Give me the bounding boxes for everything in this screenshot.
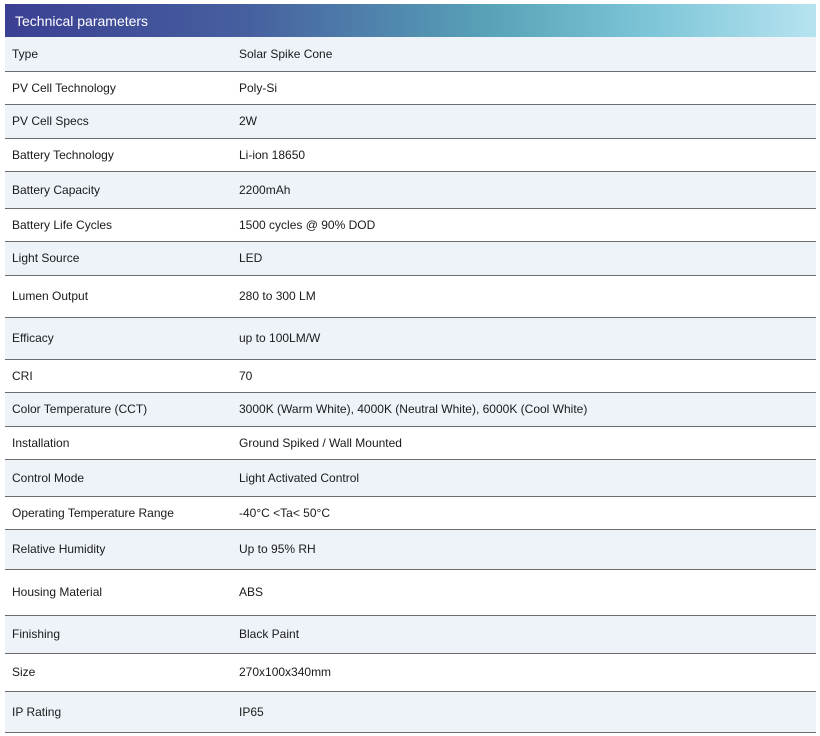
table-row [5, 104, 816, 138]
param-name: IP Rating [5, 691, 232, 732]
table-header-bar [5, 4, 816, 37]
param-name: Housing Material [5, 569, 232, 615]
param-value: 70 [232, 359, 816, 392]
param-value: Li-ion 18650 [232, 138, 816, 171]
table-row [5, 653, 816, 691]
param-value: Ground Spiked / Wall Mounted [232, 426, 816, 459]
param-value: Poly-Si [232, 71, 816, 104]
table-row [5, 615, 816, 653]
param-name: Battery Life Cycles [5, 208, 232, 241]
technical-parameters-sheet [5, 4, 816, 733]
param-value: Black Paint [232, 615, 816, 653]
table-row [5, 496, 816, 529]
param-name: Operating Temperature Range [5, 496, 232, 529]
param-value: up to 100LM/W [232, 317, 816, 359]
param-name: Efficacy [5, 317, 232, 359]
param-name: Light Source [5, 241, 232, 275]
param-value: ABS [232, 569, 816, 615]
param-value: LED [232, 241, 816, 275]
param-value: IP65 [232, 691, 816, 732]
table-row [5, 359, 816, 392]
table-row [5, 208, 816, 241]
table-row [5, 275, 816, 317]
table-row [5, 569, 816, 615]
param-name: Installation [5, 426, 232, 459]
param-name: Battery Technology [5, 138, 232, 171]
table-row [5, 426, 816, 459]
param-value: Light Activated Control [232, 459, 816, 496]
param-value: 2W [232, 104, 816, 138]
parameters-table [5, 37, 816, 733]
table-row [5, 241, 816, 275]
table-row [5, 317, 816, 359]
table-row [5, 171, 816, 208]
table-title: Technical parameters [15, 12, 149, 29]
param-value: Solar Spike Cone [232, 37, 816, 71]
param-name: Color Temperature (CCT) [5, 392, 232, 426]
param-name: Size [5, 653, 232, 691]
param-value: 2200mAh [232, 171, 816, 208]
param-name: PV Cell Specs [5, 104, 232, 138]
param-value: 270x100x340mm [232, 653, 816, 691]
param-name: Control Mode [5, 459, 232, 496]
table-row [5, 71, 816, 104]
param-value: Up to 95% RH [232, 529, 816, 569]
table-row [5, 138, 816, 171]
param-name: PV Cell Technology [5, 71, 232, 104]
table-row [5, 37, 816, 71]
table-row [5, 691, 816, 732]
param-name: Finishing [5, 615, 232, 653]
param-value: -40°C <Ta< 50°C [232, 496, 816, 529]
param-value: 280 to 300 LM [232, 275, 816, 317]
param-name: Battery Capacity [5, 171, 232, 208]
param-name: Type [5, 37, 232, 71]
table-row [5, 392, 816, 426]
table-row [5, 459, 816, 496]
param-name: Relative Humidity [5, 529, 232, 569]
table-row [5, 529, 816, 569]
param-name: Lumen Output [5, 275, 232, 317]
param-name: CRI [5, 359, 232, 392]
param-value: 1500 cycles @ 90% DOD [232, 208, 816, 241]
param-value: 3000K (Warm White), 4000K (Neutral White), 6000K (Cool White) [232, 392, 816, 426]
